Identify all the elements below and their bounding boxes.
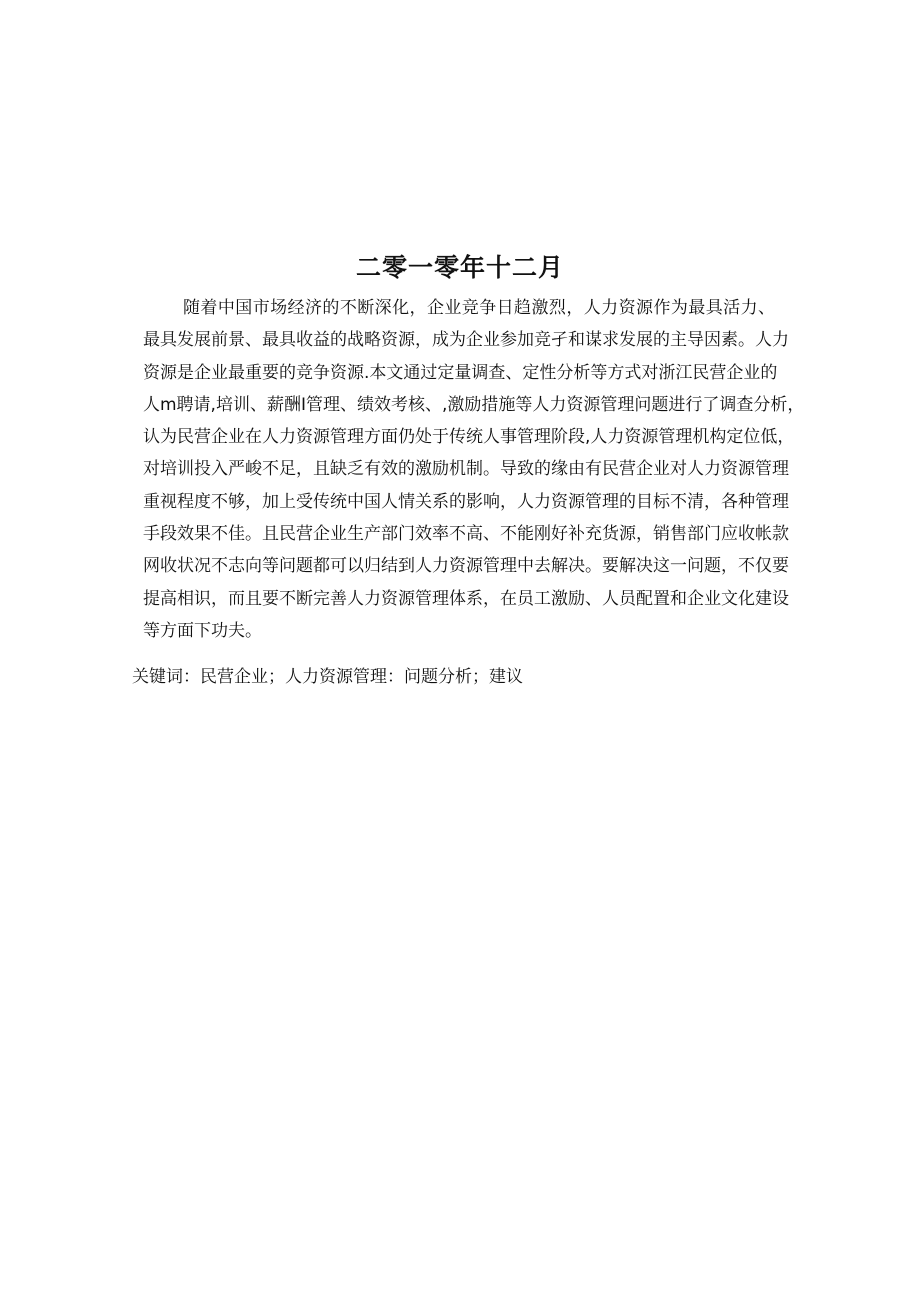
abstract-line: 重视程度不够，加上受传统中国人情关系的影响，人力资源管理的目标不清，各种管理 [143, 491, 789, 512]
abstract-line: 提高相识，而且要不断完善人力资源管理体系，在员工激励、人员配置和企业文化建设 [143, 588, 789, 609]
abstract-line: 人m聘请,培训、薪酬I管理、绩效考核、,激励措施等人力资源管理问题进行了调查分析， [143, 394, 805, 415]
abstract-line: 认为民营企业在人力资源管理方面仍处于传统人事管理阶段,人力资源管理机构定位低， [143, 427, 795, 448]
abstract-line: 网收状况不志向等问题都可以归结到人力资源管理中去解决。要解决这一问题，不仅要 [143, 556, 789, 577]
abstract-line: 资源是企业最重要的竞争资源.本文通过定量调查、定性分析等方式对浙江民营企业的 [143, 362, 778, 383]
abstract-line: 对培训投入严峻不足，且缺乏有效的激励机制。导致的缘由有民营企业对人力资源管理 [143, 459, 789, 480]
keywords-line: 关键词：民营企业；人力资源管理：问题分析；建议 [132, 667, 523, 687]
abstract-line: 最具发展前景、最具收益的战略资源，成为企业参加竞孑和谋求发展的主导因素。人力 [143, 330, 789, 351]
abstract-line: 等方面下功夫。 [143, 620, 262, 641]
abstract-line: 随着中国市场经济的不断深化，企业竞争日趋激烈，人力资源作为最具活力、 [183, 298, 775, 318]
date-heading: 二零一零年十二月 [355, 253, 564, 282]
abstract-paragraph [143, 292, 805, 647]
abstract-line: 手段效果不佳。且民营企业生产部门效率不高、不能刚好补充货源，销售部门应收帐款 [143, 524, 789, 545]
